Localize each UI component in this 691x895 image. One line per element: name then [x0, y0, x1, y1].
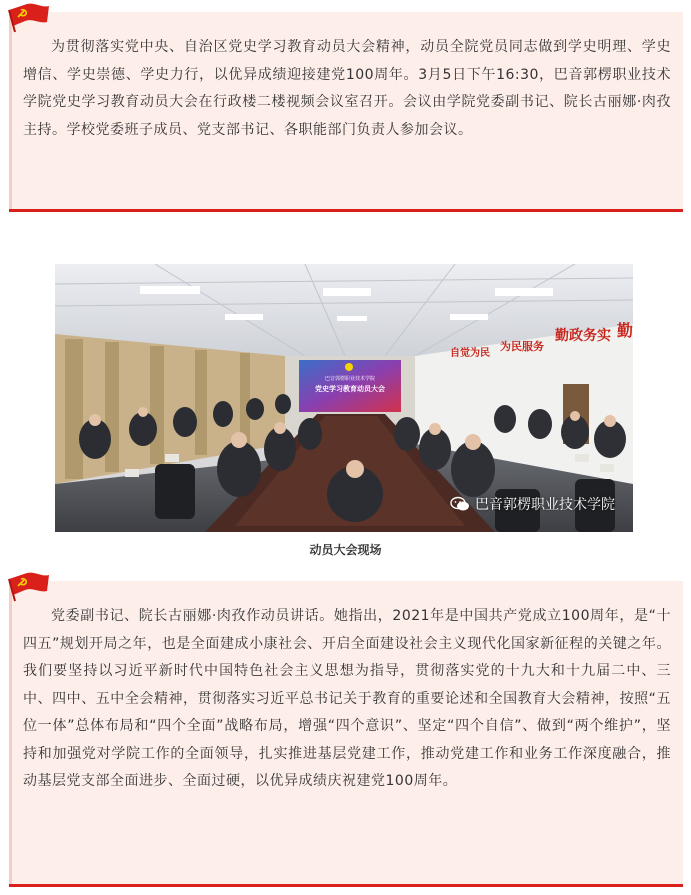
meeting-photo: [55, 264, 633, 532]
party-flag-icon: [5, 571, 53, 607]
party-flag-icon: [5, 2, 53, 38]
watermark-text: 巴音郭楞职业技术学院: [475, 497, 615, 513]
intro-card: [9, 12, 683, 212]
photo-caption: 动员大会现场: [309, 543, 382, 557]
intro-paragraph: 为贯彻落实党中央、自治区党史学习教育动员大会精神，动员全院党员同志做到学史明理、学史增信、学史崇德、学史力行，以优异成绩迎接建党100周年。3月5日下午16:30，巴音郭楞职业技术学院党史学习教育动员大会在行政楼二楼视频会议室召开。会议由学院党委副书记、院长古丽娜·肉孜主持。学校党委班子成员、党支部书记、各职能部门负责人参加会议。: [23, 39, 671, 138]
wall-slogan-1: 自觉为民: [450, 348, 490, 359]
screen-title: 党史学习教育动员大会: [315, 385, 385, 393]
wall-slogan-3: 勤政务实: [555, 328, 611, 344]
screen-subtitle: 巴音郭楞职业技术学院: [324, 376, 376, 382]
speech-card: [9, 581, 683, 887]
wall-slogan-4: 勤: [617, 321, 633, 340]
wechat-icon: [450, 496, 470, 512]
wechat-watermark: [450, 494, 615, 514]
speech-paragraph: 党委副书记、院长古丽娜·肉孜作动员讲话。她指出，2021年是中国共产党成立100周年，是“十四五”规划开局之年，也是全面建成小康社会、开启全面建设社会主义现代化国家新征程的关键之年。我们要坚持以习近平新时代中国特色社会主义思想为指导，贯彻落实党的十九大和十九届二中、三中、四中、五中全会精神，贯彻落实习近平总书记关于教育的重要论述和全国教育大会精神，按照“五位一体”总体布局和“四个全面”战略布局，增强“四个意识”、坚定“四个自信”、做到“两个维护”，坚持和加强党对学院工作的全面领导，扎实推进基层党建工作，推动党建工作和业务工作深度融合，推动基层党支部全面进步、全面过硬，以优异成绩庆祝建党100周年。: [23, 608, 671, 789]
wall-slogan-2: 为民服务: [500, 340, 544, 353]
